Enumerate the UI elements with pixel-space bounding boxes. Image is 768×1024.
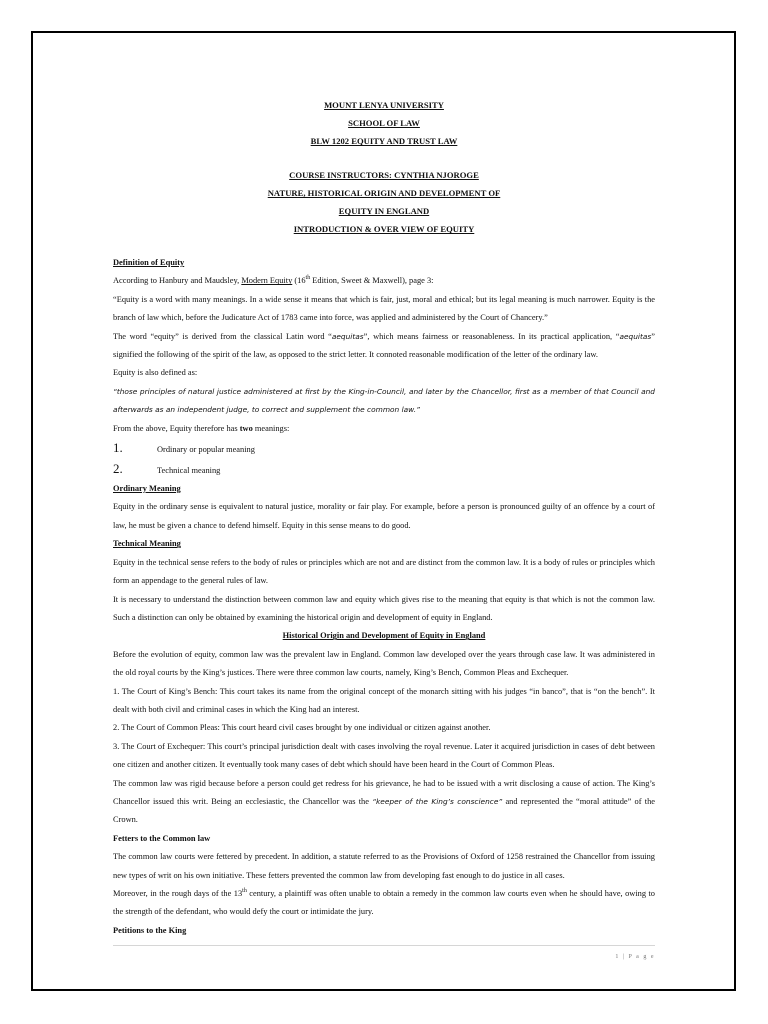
also-defined-line: Equity is also defined as:: [113, 368, 198, 378]
technical-meaning-heading: Technical Meaning: [113, 539, 181, 549]
ordinary-meaning-heading: Ordinary Meaning: [113, 484, 181, 494]
fetters-heading: Fetters to the Common law: [113, 833, 211, 843]
topic-line-3: INTRODUCTION & OVER VIEW OF EQUITY: [293, 224, 475, 234]
technical-meaning-text-2: It is necessary to understand the distinction between common law and equity which gives rise to the meaning that equity is that which is not the common law. Such a distinction can only be obtained by examining the historical origin and development of equity in England.: [113, 594, 655, 622]
fetters-paragraph-2: Moreover, in the rough days of the 13th century, a plaintiff was often unable to obtain a remedy in the common law courts even when he should have, owing to the strength of the defendant, who would defy the court or intimidate the jury.: [113, 888, 655, 917]
fetters-paragraph-1: The common law courts were fettered by precedent. In addition, a statute referred to as the Provisions of Oxford of 1258 restrained the Chancellor from issuing new types of writ on his own initiative. These fetters prevented the common law from developing fast enough to do justice in all cases.: [113, 852, 655, 880]
definition-heading: Definition of Equity: [113, 258, 185, 267]
history-paragraph-4: 3. The Court of Exchequer: This court’s principal jurisdiction dealt with cases involving the royal revenue. Later it acquired jurisdiction in cases of debt between one citizen and another citizen. It eventually took many cases of debt which should have been heard in the Court of Common Pleas.: [113, 741, 655, 770]
history-paragraph-1: Before the evolution of equity, common law was the prevalent law in England. Common law developed over the years through case law. It was administered in the old royal courts by the King’s justices. There were three common law courts, namely, King’s Bench, Common Pleas and Exchequer.: [113, 649, 655, 678]
school-title: SCHOOL OF LAW: [348, 118, 420, 128]
history-paragraph-3: 2. The Court of Common Pleas: This court heard civil cases brought by one individual or citizen against another.: [113, 723, 491, 733]
document-body: [113, 96, 655, 940]
latin-origin-paragraph: The word “equity” is derived from the classical Latin word “aequitas”, which means fairness or reasonableness. In its practical application, “aequitas” signified the following of the spirit of the law, as opposed to the strict letter. It connoted reasonable modification of the letter of the ordinary law.: [113, 331, 655, 360]
petitions-heading: Petitions to the King: [113, 925, 187, 935]
history-paragraph-5: The common law was rigid because before a person could get redress for his grievance, he had to be issued with a writ disclosing a cause of action. The King’s Chancellor issued this writ. Being an ecclesiastic, the Chancellor was the “keeper of the King’s conscience” and represented the “moral attitude” of the Crown.: [113, 778, 655, 825]
italic-definition-quote: “those principles of natural justice administered at first by the King-in-Council, and later by the Chancellor, first as a member of that Council and afterwards as an independent judge, to correct and supplement the common law.”: [113, 386, 655, 415]
topic-line-1: NATURE, HISTORICAL ORIGIN AND DEVELOPMENT OF: [267, 188, 501, 198]
history-heading: Historical Origin and Development of Equity in England: [282, 631, 486, 641]
list-item: 2. Technical meaning: [113, 461, 221, 477]
meanings-intro: From the above, Equity therefore has two meanings:: [113, 423, 290, 433]
page-number: 1 | P a g e: [615, 954, 655, 960]
definition-quote: “Equity is a word with many meanings. In a wide sense it means that which is fair, just, moral and ethical; but its legal meaning is much narrower. Equity is the branch of law which, before the Judicature Act of 1783 came into force, was applied and administered by the Court of Chancery.”: [113, 294, 655, 323]
university-title: MOUNT LENYA UNIVERSITY: [324, 100, 444, 110]
definition-reference: According to Hanbury and Maudsley, Modern Equity (16th Edition, Sweet & Maxwell), page 3:: [113, 275, 434, 286]
topic-line-2: EQUITY IN ENGLAND: [338, 206, 430, 216]
footer-divider: [113, 945, 655, 946]
history-paragraph-2: 1. The Court of King’s Bench: This court takes its name from the original concept of the monarch sitting with his judges “in banco”, that is “on the bench”. It dealt with both civil and criminal cases in which the King had an interest.: [113, 686, 655, 714]
ordinary-meaning-text: Equity in the ordinary sense is equivalent to natural justice, morality or fair play. For example, before a person is pronounced guilty of an offence by a court of law, he must be given a chance to defend himself. Equity in this sense means to do good.: [113, 502, 655, 530]
list-item: 1. Ordinary or popular meaning: [113, 440, 255, 456]
course-title: BLW 1202 EQUITY AND TRUST LAW: [310, 136, 458, 146]
technical-meaning-text-1: Equity in the technical sense refers to the body of rules or principles which are not and are distinct from the common law. It is a body of rules or principles which form an appendage to the general rules of law.: [113, 557, 655, 586]
instructors-line: COURSE INSTRUCTORS: CYNTHIA NJOROGE: [289, 170, 479, 180]
